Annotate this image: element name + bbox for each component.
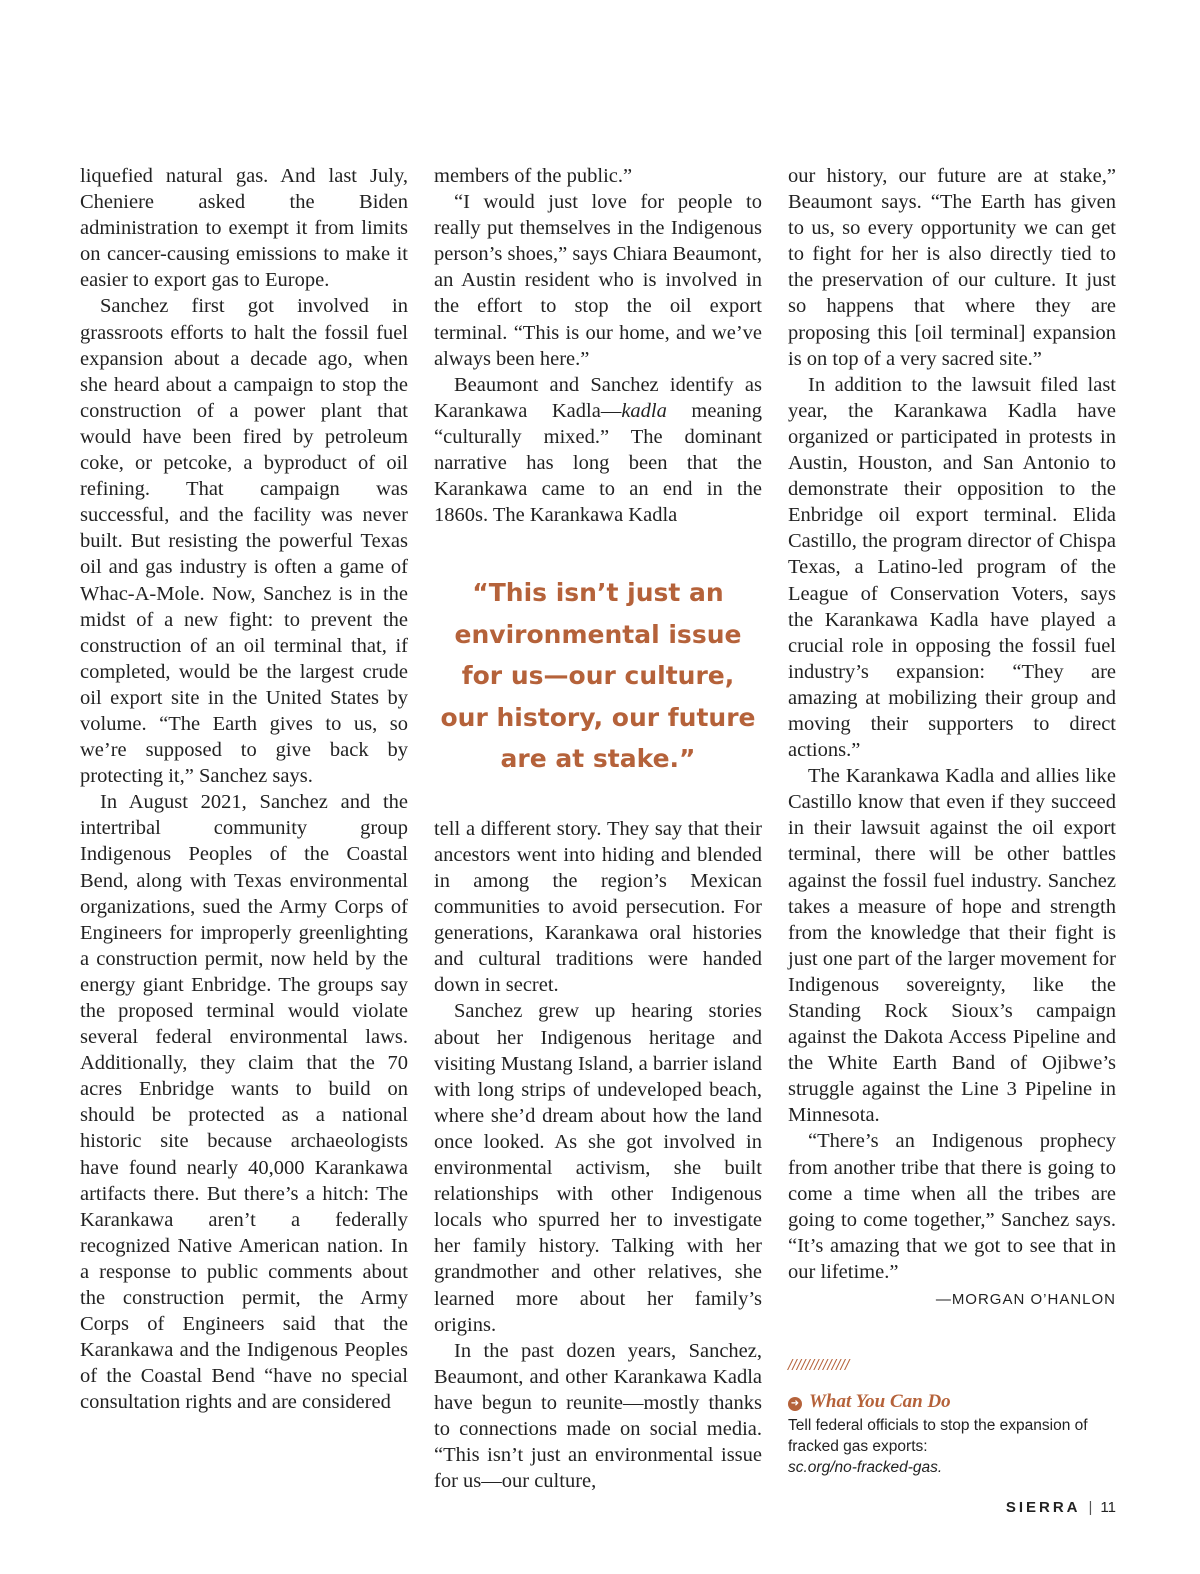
action-link[interactable]: sc.org/no-fracked-gas.	[788, 1459, 943, 1477]
what-you-can-do-heading	[788, 1391, 1116, 1413]
paragraph: “I would just love for people to really put themselves in the Indigenous person’s shoes,” says Chiara Beaumont, an Austin resident who is involved in the effort to stop the oil export terminal. “This is our home, and we’ve always been here.”	[434, 191, 762, 370]
action-description: Tell federal officials to stop the expansion of fracked gas exports:	[788, 1417, 1088, 1456]
paragraph: In addition to the lawsuit filed last year, the Karankawa Kadla have organized or participated in protests in Austin, Houston, and San Antonio to demonstrate their opposition to the Enbridge oil export terminal. Elida Castillo, the program director of Chispa Texas, a Latino-led program of the League of Conservation Voters, says the Karankawa Kadla have played a crucial role in opposing the fossil fuel industry’s expansion: “They are amazing at mobilizing their group and moving their supporters to direct actions.”	[788, 373, 1116, 762]
author-byline: —MORGAN O’HANLON	[935, 1291, 1116, 1309]
action-text	[788, 1415, 1116, 1478]
paragraph: “There’s an Indigenous prophecy from another tribe that there is going to come a time when all the tribes are going to come together,” Sanchez says. “It’s amazing that we got to see that in our lifetime.”	[788, 1130, 1116, 1283]
paragraph	[434, 372, 762, 529]
what-you-can-do-box	[788, 1353, 1116, 1478]
paragraph: liquefied natural gas. And last July, Cheniere asked the Biden administration to exempt it from limits on cancer-causing emissions to make it easier to export gas to Europe.	[80, 165, 408, 292]
article-column-2	[434, 163, 762, 1494]
article-column-3	[788, 163, 1116, 1478]
paragraph: members of the public.”	[434, 165, 633, 187]
paragraph-text: Beaumont and Sanchez identify as Karankawa Kadla—	[434, 373, 762, 422]
page-folio	[1006, 1499, 1116, 1516]
arrow-circle-icon: ➜	[788, 1397, 802, 1411]
what-you-can-do-title: What You Can Do	[809, 1391, 951, 1413]
paragraph: Sanchez grew up hearing stories about her Indigenous heritage and visiting Mustang Island, a barrier island with long strips of undeveloped beach, where she’d dream about how the land once looked. As she got involved in environmental activism, she built relationships with other Indigenous locals who spurred her to investigate her family history. Talking with her grandmother and other relatives, she learned more about her family’s origins.	[434, 1000, 762, 1336]
paragraph: Sanchez first got involved in grassroots efforts to halt the fossil fuel expansion about a decade ago, when she heard about a campaign to stop the construction of a power plant that would have been fired by petroleum coke, or petcoke, a byproduct of oil refining. That campaign was successful, and the facility was never built. But resisting the powerful Texas oil and gas industry is often a game of Whac-A-Mole. Now, Sanchez is in the midst of a new fight: to prevent the construction of an oil terminal that, if completed, would be the largest crude oil export site in the United States by volume. “The Earth gives to us, so we’re supposed to give back by protecting it,” Sanchez says.	[80, 295, 408, 788]
pull-quote: “This isn’t just an environmental issue for us—our culture, our history, our future are at stake.”	[440, 578, 756, 774]
paragraph: In August 2021, Sanchez and the intertribal community group Indigenous Peoples of the Coastal Bend, along with Texas environmental organizations, sued the Army Corps of Engineers for improperly greenlighting a construction permit, now held by the energy giant Enbridge. The groups say the proposed terminal would violate several federal environmental laws. Additionally, they claim that the 70 acres Enbridge wants to build on should be protected as a national historic site because archaeologists have found nearly 40,000 Karankawa artifacts there. But there’s a hitch: The Karankawa aren’t a federally recognized Native American nation. In a response to public comments about the construction permit, the Army Corps of Engineers said that the Karankawa and the Indigenous Peoples of the Coastal Bend “have no special consultation rights and are considered	[80, 791, 408, 1414]
paragraph: The Karankawa Kadla and allies like Castillo know that even if they succeed in their lawsuit against the oil export terminal, there will be other battles against the fossil fuel industry. Sanchez takes a measure of hope and strength from the knowledge that their fight is just one part of the larger movement for Indigenous sovereignty, like the Standing Rock Sioux’s campaign against the Dakota Access Pipeline and the White Earth Band of Ojibwe’s struggle against the Line 3 Pipeline in Minnesota.	[788, 765, 1116, 1127]
italic-term: kadla	[621, 399, 667, 422]
page-number: 11	[1100, 1499, 1116, 1516]
magazine-name: SIERRA	[1005, 1499, 1081, 1516]
paragraph-text: meaning “culturally mixed.” The dominant narrative has long been that the Karankawa came to an end in the 1860s. The Karankawa Kadla	[434, 399, 763, 527]
article-column-1	[80, 163, 408, 1416]
paragraph: tell a different story. They say that their ancestors went into hiding and blended in among the region’s Mexican communities to avoid persecution. For generations, Karankawa oral histories and cultural traditions were handed down in secret.	[434, 817, 762, 997]
paragraph: In the past dozen years, Sanchez, Beaumont, and other Karankawa Kadla have begun to reunite—mostly thanks to connections made on social media. “This isn’t just an environmental issue for us—our culture,	[434, 1339, 762, 1493]
folio-separator: |	[1088, 1499, 1093, 1516]
paragraph: our history, our future are at stake,” Beaumont says. “The Earth has given to us, so every opportunity we can get to fight for her is also directly tied to the preservation of our culture. It just so happens that where they are proposing this [oil terminal] expansion is on top of a very sacred site.”	[788, 165, 1116, 370]
hatch-decoration: //////////////	[788, 1358, 850, 1374]
